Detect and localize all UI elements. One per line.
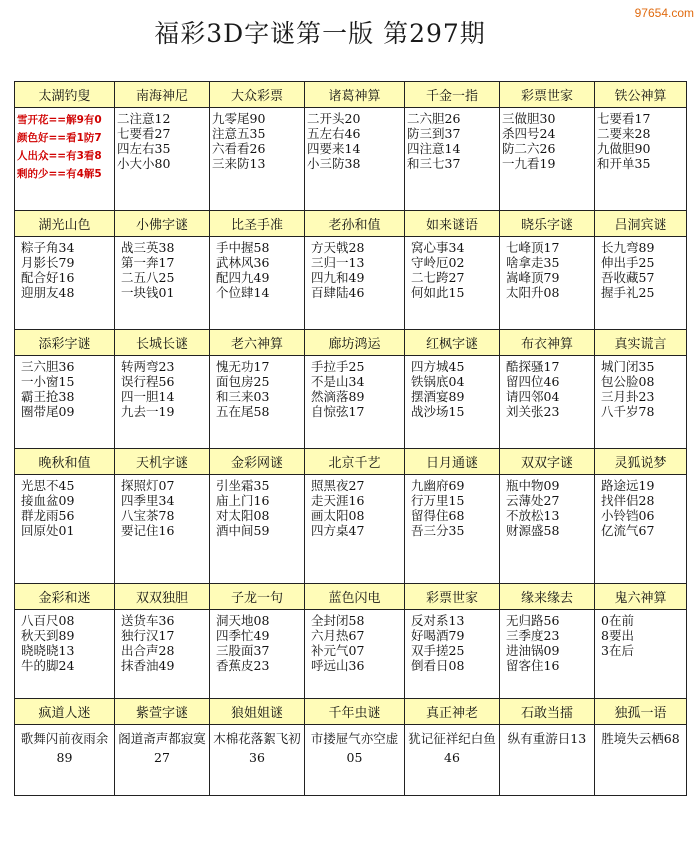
riddle-line: 香蕉皮23 <box>216 657 270 673</box>
section-header: 金彩和迷 <box>15 584 115 610</box>
riddle-cell <box>500 609 595 698</box>
riddle-line: 0在前 <box>601 612 634 628</box>
riddle-cell <box>500 236 595 329</box>
section-header: 小佛字谜 <box>115 211 210 237</box>
riddle-line: 酷探骚17 <box>506 358 560 374</box>
riddle-line: 财源盛58 <box>506 522 560 538</box>
section-header: 真实谎言 <box>595 329 687 355</box>
section-header: 子龙一句 <box>210 584 305 610</box>
riddle-line: 要记住16 <box>121 522 175 538</box>
riddle-line: 五左右46 <box>307 125 361 141</box>
section-header: 彩票世家 <box>500 82 595 108</box>
riddle-cell <box>405 609 500 698</box>
section-header: 如来谜语 <box>405 211 500 237</box>
riddle-cell <box>595 355 687 448</box>
riddle-line: 配四九49 <box>216 269 270 285</box>
section-header: 布衣神算 <box>500 329 595 355</box>
riddle-line: 探照灯07 <box>121 477 175 493</box>
riddle-line: 战沙场15 <box>411 403 465 419</box>
riddle-line: 小铃铛06 <box>601 507 655 523</box>
riddle-line: 照黑夜27 <box>311 477 365 493</box>
riddle-cell <box>210 355 305 448</box>
riddle-line: 手中握58 <box>216 239 270 255</box>
riddle-line: 留四位46 <box>506 373 560 389</box>
riddle-line: 回原处01 <box>21 522 75 538</box>
section-header: 紫萱字谜 <box>115 698 210 724</box>
riddle-line: 木棉花落絮飞初36 <box>213 730 301 765</box>
riddle-cell <box>500 355 595 448</box>
riddle-line: 请四邻04 <box>506 388 560 404</box>
section-header: 狼姐姐谜 <box>210 698 305 724</box>
riddle-line: 和开单35 <box>597 155 651 171</box>
riddle-cell <box>305 355 405 448</box>
riddle-line: 胜境失云栖68 <box>601 730 680 746</box>
section-header: 千金一指 <box>405 82 500 108</box>
riddle-line: 霸王抢38 <box>21 388 75 404</box>
riddle-line: 小三防38 <box>307 155 361 171</box>
riddle-line: 进油锅09 <box>506 642 560 658</box>
riddle-cell <box>405 107 500 210</box>
riddle-line: 三来防13 <box>212 155 266 171</box>
content-row <box>15 724 687 795</box>
riddle-cell <box>210 724 305 795</box>
riddle-line: 一小窗15 <box>21 373 75 389</box>
riddle-cell <box>595 609 687 698</box>
content-row <box>15 355 687 448</box>
riddle-line: 二六胆26 <box>407 110 461 126</box>
riddle-line: 粽子角34 <box>21 239 75 255</box>
riddle-line: 云薄处27 <box>506 492 560 508</box>
riddle-line: 洞天地08 <box>216 612 270 628</box>
riddle-cell <box>405 474 500 584</box>
riddle-line: 抹香油49 <box>121 657 175 673</box>
section-header: 缘来缘去 <box>500 584 595 610</box>
riddle-line: 四注意14 <box>407 140 461 156</box>
riddle-line: 四季里34 <box>121 492 175 508</box>
riddle-line: 七要看27 <box>117 125 171 141</box>
riddle-line: 然滴落89 <box>311 388 365 404</box>
riddle-line: 牛的脚24 <box>21 657 75 673</box>
riddle-line: 月影长79 <box>21 254 75 270</box>
riddle-line: 摆酒宴89 <box>411 388 465 404</box>
riddle-cell <box>115 355 210 448</box>
section-header: 蓝色闪电 <box>305 584 405 610</box>
riddle-line: 方天戟28 <box>311 239 365 255</box>
riddle-line: 武林风36 <box>216 254 270 270</box>
content-row <box>15 107 687 210</box>
riddle-cell <box>210 609 305 698</box>
riddle-line: 长九弯89 <box>601 239 655 255</box>
riddle-line: 守岭厄02 <box>411 254 465 270</box>
riddle-cell <box>210 474 305 584</box>
riddle-line: 犹记征祥纪白鱼46 <box>408 730 496 765</box>
riddle-line: 颜色好==看1防7 <box>17 131 102 144</box>
riddle-grid <box>14 81 687 796</box>
riddle-line: 太阳升08 <box>506 284 560 300</box>
content-row <box>15 236 687 329</box>
riddle-cell <box>500 107 595 210</box>
riddle-line: 四九和49 <box>311 269 365 285</box>
riddle-line: 百肆陆46 <box>311 284 365 300</box>
riddle-line: 何如此15 <box>411 284 465 300</box>
riddle-line: 不是山34 <box>311 373 365 389</box>
section-header: 彩票世家 <box>405 584 500 610</box>
riddle-line: 晓晓晓13 <box>21 642 75 658</box>
section-header: 太湖钓叟 <box>15 82 115 108</box>
riddle-line: 防三到37 <box>407 125 461 141</box>
riddle-line: 面包房25 <box>216 373 270 389</box>
riddle-line: 啥拿走35 <box>506 254 560 270</box>
riddle-cell <box>405 724 500 795</box>
riddle-line: 六看看26 <box>212 140 266 156</box>
riddle-line: 纵有重游日13 <box>507 730 587 746</box>
section-header: 石敢当擂 <box>500 698 595 724</box>
riddle-cell <box>115 107 210 210</box>
riddle-line: 四一胆14 <box>121 388 175 404</box>
riddle-line: 8要出 <box>601 627 634 643</box>
riddle-line: 伸出手25 <box>601 254 655 270</box>
header-row <box>15 211 687 237</box>
riddle-cell <box>595 236 687 329</box>
riddle-line: 二注意12 <box>117 110 171 126</box>
riddle-line: 双手搓25 <box>411 642 465 658</box>
section-header: 南海神尼 <box>115 82 210 108</box>
section-header: 红枫字谜 <box>405 329 500 355</box>
riddle-line: 四方城45 <box>411 358 465 374</box>
riddle-line: 二开头20 <box>307 110 361 126</box>
riddle-line: 三归一13 <box>311 254 365 270</box>
riddle-cell <box>115 236 210 329</box>
riddle-cell <box>305 474 405 584</box>
riddle-line: 和三七37 <box>407 155 461 171</box>
riddle-line: 独行汉17 <box>121 627 175 643</box>
riddle-line: 第一奔17 <box>121 254 175 270</box>
riddle-line: 握手礼25 <box>601 284 655 300</box>
section-header: 鬼六神算 <box>595 584 687 610</box>
header-row <box>15 698 687 724</box>
riddle-line: 四要来14 <box>307 140 361 156</box>
riddle-line: 四季忙49 <box>216 627 270 643</box>
riddle-line: 剩的少==有4解5 <box>17 167 102 180</box>
section-header: 疯道人迷 <box>15 698 115 724</box>
riddle-cell <box>15 474 115 584</box>
riddle-line: 歌舞闪前夜雨余89 <box>20 730 109 765</box>
riddle-line: 九幽府69 <box>411 477 465 493</box>
riddle-line: 市搂屉气亦空虚05 <box>310 730 399 765</box>
riddle-line: 画太阳08 <box>311 507 365 523</box>
riddle-line: 八百尺08 <box>21 612 75 628</box>
riddle-cell <box>305 107 405 210</box>
riddle-line: 不放松13 <box>506 507 560 523</box>
riddle-line: 对太阳08 <box>216 507 270 523</box>
riddle-line: 城门闭35 <box>601 358 655 374</box>
section-header: 天机字谜 <box>115 448 210 474</box>
riddle-line: 转两弯23 <box>121 358 175 374</box>
riddle-cell <box>405 236 500 329</box>
riddle-line: 送货车36 <box>121 612 175 628</box>
riddle-line: 嵩峰顶79 <box>506 269 560 285</box>
section-header: 晓乐字谜 <box>500 211 595 237</box>
section-header: 比圣手准 <box>210 211 305 237</box>
section-header: 吕洞宾谜 <box>595 211 687 237</box>
section-header: 廊坊鸿运 <box>305 329 405 355</box>
riddle-cell <box>115 609 210 698</box>
riddle-line: 路途远19 <box>601 477 655 493</box>
riddle-cell <box>15 609 115 698</box>
riddle-line: 愧无功17 <box>216 358 270 374</box>
section-header: 北京千艺 <box>305 448 405 474</box>
riddle-line: 全封闭58 <box>311 612 365 628</box>
riddle-line: 七峰顶17 <box>506 239 560 255</box>
riddle-line: 留得住68 <box>411 507 465 523</box>
riddle-line: 自惊弦17 <box>311 403 365 419</box>
header-row <box>15 82 687 108</box>
riddle-line: 三做胆30 <box>502 110 556 126</box>
riddle-line: 刘关张23 <box>506 403 560 419</box>
riddle-line: 五在尾58 <box>216 403 270 419</box>
riddle-line: 酒中间59 <box>216 522 270 538</box>
section-header: 晚秋和值 <box>15 448 115 474</box>
header-row <box>15 329 687 355</box>
riddle-cell <box>595 724 687 795</box>
riddle-cell <box>595 107 687 210</box>
riddle-line: 二七跨27 <box>411 269 465 285</box>
riddle-cell <box>210 236 305 329</box>
section-header: 大众彩票 <box>210 82 305 108</box>
section-header: 老六神算 <box>210 329 305 355</box>
riddle-cell <box>115 724 210 795</box>
riddle-line: 二五八25 <box>121 269 175 285</box>
riddle-line: 一九看19 <box>502 155 556 171</box>
section-header: 诸葛神算 <box>305 82 405 108</box>
section-header: 灵狐说梦 <box>595 448 687 474</box>
riddle-line: 九零尾90 <box>212 110 266 126</box>
riddle-line: 秋天到89 <box>21 627 75 643</box>
section-header: 双双字谜 <box>500 448 595 474</box>
riddle-cell <box>305 236 405 329</box>
riddle-line: 走天涯16 <box>311 492 365 508</box>
riddle-line: 倒看日08 <box>411 657 465 673</box>
riddle-line: 反对系13 <box>411 612 465 628</box>
riddle-line: 出合声28 <box>121 642 175 658</box>
riddle-line: 八宝茶78 <box>121 507 175 523</box>
riddle-line: 铁锅底04 <box>411 373 465 389</box>
header-row <box>15 448 687 474</box>
riddle-line: 庙上门16 <box>216 492 270 508</box>
riddle-cell <box>305 609 405 698</box>
riddle-line: 七要看17 <box>597 110 651 126</box>
riddle-line: 杀四号24 <box>502 125 556 141</box>
riddle-line: 一块钱01 <box>121 284 175 300</box>
riddle-cell <box>500 724 595 795</box>
riddle-line: 三股面37 <box>216 642 270 658</box>
riddle-line: 行万里15 <box>411 492 465 508</box>
section-header: 老孙和值 <box>305 211 405 237</box>
riddle-line: 瓶中物09 <box>506 477 560 493</box>
riddle-cell <box>15 355 115 448</box>
riddle-line: 手拉手25 <box>311 358 365 374</box>
riddle-line: 留客住16 <box>506 657 560 673</box>
riddle-cell <box>210 107 305 210</box>
riddle-line: 三月卦23 <box>601 388 655 404</box>
riddle-line: 阁道斋声都寂寞27 <box>118 730 206 765</box>
header-row <box>15 584 687 610</box>
riddle-line: 好喝酒79 <box>411 627 465 643</box>
section-header: 长城长谜 <box>115 329 210 355</box>
riddle-line: 人出众==有3看8 <box>17 149 102 162</box>
riddle-line: 引坐霜35 <box>216 477 270 493</box>
riddle-line: 找伴侣28 <box>601 492 655 508</box>
riddle-line: 个位肆14 <box>216 284 270 300</box>
riddle-line: 二要来28 <box>597 125 651 141</box>
riddle-line: 迎朋友48 <box>21 284 75 300</box>
riddle-cell <box>15 724 115 795</box>
riddle-line: 群龙雨56 <box>21 507 75 523</box>
riddle-line: 呼远山36 <box>311 657 365 673</box>
riddle-line: 九做胆90 <box>597 140 651 156</box>
riddle-line: 六月热67 <box>311 627 365 643</box>
riddle-line: 补元气07 <box>311 642 365 658</box>
riddle-line: 注意五35 <box>212 125 266 141</box>
watermark: 97654.com <box>634 6 694 20</box>
riddle-line: 圈带尾09 <box>21 403 75 419</box>
riddle-line: 亿流气67 <box>601 522 655 538</box>
riddle-line: 三六胆36 <box>21 358 75 374</box>
riddle-line: 四方桌47 <box>311 522 365 538</box>
page-title: 福彩3D字谜第一版 第297期 <box>154 19 486 48</box>
section-header: 独孤一语 <box>595 698 687 724</box>
riddle-line: 3在后 <box>601 642 634 658</box>
riddle-line: 九去一19 <box>121 403 175 419</box>
riddle-cell <box>115 474 210 584</box>
riddle-line: 四左右35 <box>117 140 171 156</box>
section-header: 真正神老 <box>405 698 500 724</box>
riddle-line: 吾收藏57 <box>601 269 655 285</box>
riddle-cell <box>595 474 687 584</box>
content-row <box>15 609 687 698</box>
riddle-cell <box>405 355 500 448</box>
riddle-line: 包公脸08 <box>601 373 655 389</box>
content-row <box>15 474 687 584</box>
riddle-line: 雪开花==解9有0 <box>17 113 102 126</box>
section-header: 铁公神算 <box>595 82 687 108</box>
riddle-line: 窝心事34 <box>411 239 465 255</box>
section-header: 湖光山色 <box>15 211 115 237</box>
riddle-line: 误行程56 <box>121 373 175 389</box>
riddle-line: 小大小80 <box>117 155 171 171</box>
riddle-line: 吾三分35 <box>411 522 465 538</box>
section-header: 千年虫谜 <box>305 698 405 724</box>
riddle-cell <box>15 107 115 210</box>
section-header: 金彩网谜 <box>210 448 305 474</box>
riddle-line: 接血盆09 <box>21 492 75 508</box>
riddle-cell <box>500 474 595 584</box>
riddle-line: 配合好16 <box>21 269 75 285</box>
section-header: 双双独胆 <box>115 584 210 610</box>
riddle-line: 光思不45 <box>21 477 75 493</box>
riddle-cell <box>305 724 405 795</box>
riddle-cell <box>15 236 115 329</box>
riddle-line: 防二六26 <box>502 140 556 156</box>
riddle-line: 无归路56 <box>506 612 560 628</box>
riddle-line: 和三来03 <box>216 388 270 404</box>
riddle-line: 三季度23 <box>506 627 560 643</box>
section-header: 添彩字谜 <box>15 329 115 355</box>
section-header: 日月通谜 <box>405 448 500 474</box>
riddle-line: 八千岁78 <box>601 403 655 419</box>
riddle-line: 战三英38 <box>121 239 175 255</box>
